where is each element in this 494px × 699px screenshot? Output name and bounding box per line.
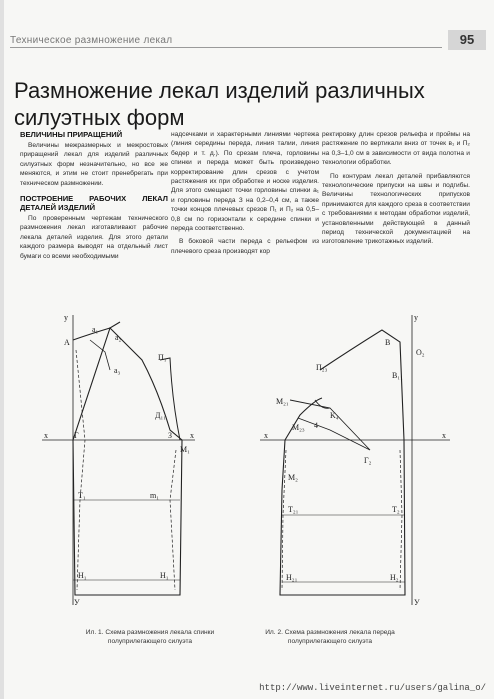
point-label: M₂₃ [292, 423, 305, 432]
point-label: a₁ [92, 325, 99, 334]
figure-1-labels [44, 313, 194, 607]
paragraph: В боковой части переда с рельефом из плечевого среза производят кор [171, 238, 319, 255]
point-label: З [168, 431, 173, 440]
watermark-url: http://www.liveinternet.ru/users/galina_o/ [259, 683, 486, 693]
section-heading: ПОСТРОЕНИЕ РАБОЧИХ ЛЕКАЛ ДЕТАЛЕЙ ИЗДЕЛИЙ [20, 194, 168, 213]
point-label: M₂ [288, 473, 298, 482]
figure-2-labels [264, 313, 446, 607]
figure-2 [260, 315, 450, 605]
point-label: m₁ [150, 491, 160, 500]
paragraph: По проверенным чертежам технического размножения лекал изготавливают рабочие лекала деталей изделия. Для этого детали каждого размера выводят на отдельный лист бумаги со всеми необходимыми [20, 215, 168, 260]
text-column-1 [20, 130, 168, 265]
point-label: M₁ [180, 445, 190, 454]
point-label: П₂₃ [316, 363, 328, 372]
running-header: Техническое размножение лекал [10, 35, 173, 46]
point-label: В [385, 338, 391, 347]
point-label: 4 [314, 421, 318, 430]
section-heading: ВЕЛИЧИНЫ ПРИРАЩЕНИЙ [20, 130, 123, 139]
point-label: H₂₁ [286, 573, 298, 582]
point-label: Д₁₁ [155, 411, 167, 420]
point-label: T₂ [392, 505, 400, 514]
text-column-2 [171, 130, 319, 260]
paragraph: Величины межразмерных и межростовых приращений лекал для изделий различных силуэтных форм незначительно, но все же меняются, и этим не стоит пренебрегать при техническом размножении. [20, 142, 168, 187]
figure-caption: Ил. 1. Схема размножения лекала спинки полуприлегающего силуэта [85, 629, 215, 645]
point-label: O₂ [416, 348, 425, 357]
point-label: a₂ [115, 333, 122, 342]
axis-label: y [414, 313, 418, 322]
axis-label: x [44, 431, 48, 440]
axis-label: y [64, 313, 68, 322]
point-label: H₁ [78, 571, 87, 580]
point-label: П₁ [158, 353, 167, 362]
axis-label: x [190, 431, 194, 440]
point-label: T₁ [78, 491, 86, 500]
point-label: H₁ [160, 571, 169, 580]
point-label: a₃ [114, 366, 121, 375]
point-label: Г₂ [364, 456, 372, 465]
figure-caption: Ил. 2. Схема размножения лекала переда полуприлегающего силуэта [265, 629, 395, 645]
page-number: 95 [448, 30, 486, 50]
axis-label: У [74, 598, 80, 607]
point-label: Г [74, 431, 79, 440]
page-spine [0, 0, 4, 699]
point-label: K₄ [330, 411, 339, 420]
axis-label: x [264, 431, 268, 440]
paragraph: надсечками и характерными линиями чертежа (линия середины переда, линия талии, линия бедер и т. д.). По срезам плеча, горловины спинки и переда может быть произведено корректирование длин срезов с учетом растяжения их при обработке и носке изделия. Для этого смещают точки горловины спинки а₁ и горловины переда З на 0,2–0,4 см, а также точки концов плечевых срезов П₁ и П₂ на 0,5–0,8 см по горизонтали к середине спинки и переда соответственно. [171, 131, 319, 233]
page-title: Размножение лекал изделий различных силуэтных форм [14, 77, 425, 130]
point-label: A [64, 338, 70, 347]
paragraph: По контурам лекал деталей прибавляются технологические припуски на швы и подгибы. Величины технологических припусков принимаются для каждого среза в соответствии с требованиями к методам обработки изделий, установленными действующей в данный период технической документацией на изготовление трикотажных изделий. [322, 172, 470, 246]
axis-label: x [442, 431, 446, 440]
paragraph: ректировку длин срезов рельефа и проймы на растяжение по вертикали вниз от точек в₁ и П₂ на 0,3–1,0 см в зависимости от вида полотна и технологии обработки. [322, 131, 470, 167]
point-label: H₂ [390, 573, 399, 582]
header-rule [10, 47, 442, 48]
point-label: В₁₁ [392, 371, 403, 380]
point-label: M₂₁ [276, 397, 289, 406]
point-label: T₂₁ [288, 505, 299, 514]
text-column-3 [322, 130, 470, 251]
axis-label: У [414, 598, 420, 607]
pattern-figures [30, 300, 470, 620]
figure-1 [42, 315, 195, 605]
